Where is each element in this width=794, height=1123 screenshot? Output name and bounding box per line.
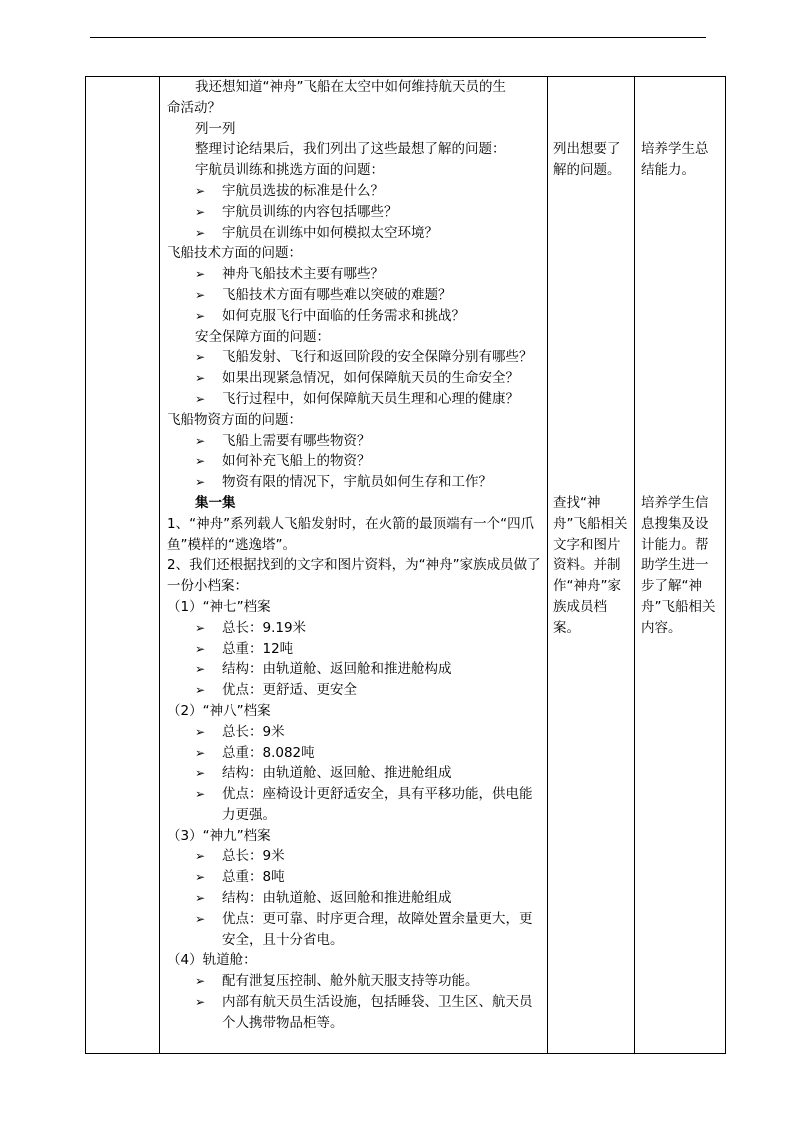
bullet-arrow-icon: ➢	[195, 891, 206, 906]
list-item: ➢ 总重：12吨	[167, 639, 541, 660]
archive-title: （4）轨道舱：	[167, 952, 257, 969]
page-header-rule	[90, 37, 706, 38]
list-item: ➢ 内部有航天员生活设施，包括睡袋、卫生区、航天员个人携带物品柜等。	[195, 994, 533, 1031]
bullet-arrow-icon: ➢	[195, 766, 206, 781]
intro-line: 命活动？	[167, 99, 221, 116]
list-item: ➢ 总长：9.19米	[167, 618, 541, 639]
bullet-arrow-icon: ➢	[195, 662, 206, 677]
bullet-arrow-icon: ➢	[195, 787, 206, 802]
list-item: ➢ 优点：更可靠、时序更合理，故障处置余量更大，更安全，且十分省电。	[195, 910, 533, 948]
list-item: ➢ 飞船技术方面有哪些难以突破的难题？	[167, 285, 541, 306]
intent-collect-text: 培养学生信息搜集及设计能力。帮助学生进一步了解“神舟”飞船相关内容。	[641, 494, 716, 636]
collect-paragraph: 1、“神舟”系列载人飞船发射时，在火箭的最顶端有一个“四爪鱼”模样的“逃逸塔”。	[167, 515, 535, 553]
bullet-arrow-icon: ➢	[195, 995, 206, 1010]
bullet-arrow-icon: ➢	[195, 641, 206, 656]
activity-collect-text: 查找“神舟”飞船相关文字和图片资料。并制作“神舟”家族成员档案。	[553, 494, 628, 636]
collect-paragraph: 2、我们还根据找到的文字和图片资料，为“神舟”家族成员做了一份小档案：	[167, 557, 541, 595]
table-row	[86, 77, 726, 1054]
activity-list-text: 列出想要了解的问题。	[553, 141, 621, 179]
list-item: ➢ 总长：9米	[167, 722, 541, 743]
list-item: ➢ 优点：更舒适、更安全	[167, 680, 541, 701]
group-title: 宇航员训练和挑选方面的问题：	[195, 162, 384, 179]
list-item: ➢ 配有泄复压控制、舱外航天服支持等功能。	[167, 971, 541, 992]
list-item: ➢ 如果出现紧急情况，如何保障航天员的生命安全？	[167, 368, 541, 389]
list-item: ➢ 宇航员选拔的标准是什么？	[167, 181, 541, 202]
list-summary: 整理讨论结果后，我们列出了这些最想了解的问题：	[195, 141, 506, 158]
bullet-arrow-icon: ➢	[195, 870, 206, 885]
bullet-arrow-icon: ➢	[195, 911, 206, 926]
archive-title: （3）“神九”档案	[167, 827, 271, 844]
bullet-arrow-icon: ➢	[195, 308, 206, 323]
bullet-arrow-icon: ➢	[195, 350, 206, 365]
stage-cell	[86, 77, 160, 1054]
list-item: ➢ 总长：9米	[167, 846, 541, 867]
intent-list-text: 培养学生总结能力。	[641, 141, 709, 179]
list-item: ➢ 总重：8.082吨	[167, 743, 541, 764]
bullet-arrow-icon: ➢	[195, 724, 206, 739]
bullet-arrow-icon: ➢	[195, 204, 206, 219]
bullet-arrow-icon: ➢	[195, 267, 206, 282]
bullet-arrow-icon: ➢	[195, 391, 206, 406]
bullet-arrow-icon: ➢	[195, 433, 206, 448]
bullet-arrow-icon: ➢	[195, 287, 206, 302]
list-item: ➢ 宇航员训练的内容包括哪些？	[167, 202, 541, 223]
intro-line: 我还想知道“神舟”飞船在太空中如何维持航天员的生	[195, 79, 506, 95]
list-item: ➢ 飞船上需要有哪些物资？	[167, 431, 541, 452]
bullet-arrow-icon: ➢	[195, 620, 206, 635]
bullet-arrow-icon: ➢	[195, 974, 206, 989]
list-item: ➢ 如何克服飞行中面临的任务需求和挑战？	[167, 306, 541, 327]
list-item: ➢ 飞行过程中，如何保障航天员生理和心理的健康？	[167, 389, 541, 410]
list-item: ➢ 结构：由轨道舱、返回舱、推进舱组成	[167, 763, 541, 784]
list-item: ➢ 结构：由轨道舱、返回舱和推进舱组成	[167, 888, 541, 909]
bullet-arrow-icon: ➢	[195, 225, 206, 240]
list-item: ➢ 结构：由轨道舱、返回舱和推进舱构成	[167, 659, 541, 680]
group-title: 飞船技术方面的问题：	[167, 245, 302, 262]
list-item: ➢ 飞船发射、飞行和返回阶段的安全保障分别有哪些？	[167, 347, 541, 368]
bullet-arrow-icon: ➢	[195, 183, 206, 198]
bullet-arrow-icon: ➢	[195, 745, 206, 760]
group-title: 飞船物资方面的问题：	[167, 411, 302, 428]
lesson-table	[85, 76, 726, 1054]
bullet-arrow-icon: ➢	[195, 849, 206, 864]
list-item: ➢ 如何补充飞船上的物资？	[167, 451, 541, 472]
list-item: ➢ 物资有限的情况下，宇航员如何生存和工作？	[167, 472, 541, 493]
list-item: ➢ 宇航员在训练中如何模拟太空环境？	[167, 223, 541, 244]
archive-title: （2）“神八”档案	[167, 702, 271, 719]
section-title: 列一列	[195, 120, 236, 137]
bullet-arrow-icon: ➢	[195, 683, 206, 698]
bullet-arrow-icon: ➢	[195, 475, 206, 490]
list-item: ➢ 优点：座椅设计更舒适安全，具有平移功能，供电能力更强。	[195, 786, 533, 823]
design-intent-cell	[635, 77, 726, 1054]
bullet-arrow-icon: ➢	[195, 454, 206, 469]
archive-title: （1）“神七”档案	[167, 598, 271, 615]
student-activity-cell	[548, 77, 635, 1054]
group-title: 安全保障方面的问题：	[195, 328, 330, 345]
list-item: ➢ 神舟飞船技术主要有哪些？	[167, 264, 541, 285]
list-item: ➢ 总重：8吨	[167, 867, 541, 888]
section-title: 集一集	[195, 494, 236, 511]
teaching-content-cell	[160, 77, 548, 1054]
bullet-arrow-icon: ➢	[195, 371, 206, 386]
